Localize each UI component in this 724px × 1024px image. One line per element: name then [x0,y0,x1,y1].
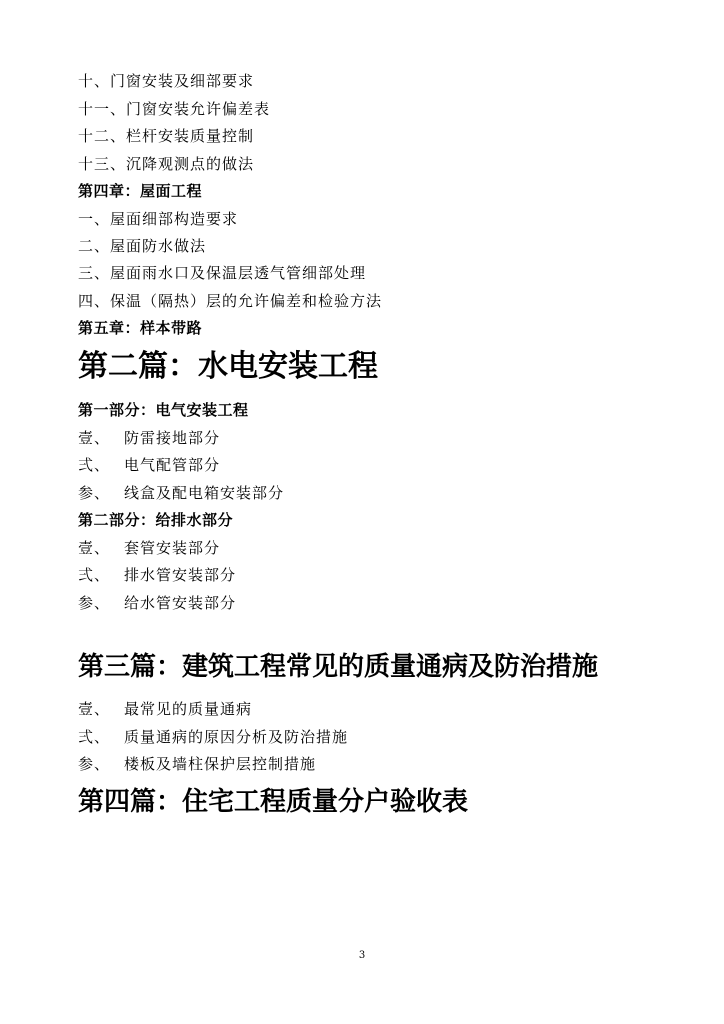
item-text: 电气配管部分 [124,456,221,474]
item-number: 参、 [78,594,111,612]
part-heading: 第三篇：建筑工程常见的质量通病及防治措施 [78,652,599,682]
toc-item: 二、屋面防水做法 [78,237,207,255]
toc-item [78,484,284,502]
toc-item [78,700,252,718]
item-number: 参、 [78,484,111,502]
toc-item: 四、保温（隔热）层的允许偏差和检验方法 [78,292,383,310]
item-text: 最常见的质量通病 [124,700,253,718]
toc-item [78,539,220,557]
chapter-heading: 第四章：屋面工程 [78,182,203,200]
chapter-heading: 第五章：样本带路 [78,319,203,337]
toc-item [78,566,236,584]
toc-item [78,728,348,746]
page-number: 3 [358,950,366,961]
toc-item: 三、屋面雨水口及保温层透气管细部处理 [78,264,367,282]
toc-item [78,429,220,447]
item-number: 弍、 [78,566,111,584]
toc-item: 十一、门窗安装允许偏差表 [78,100,271,118]
toc-item: 十、门窗安装及细部要求 [78,72,255,90]
part-heading: 第二篇：水电安装工程 [78,349,378,384]
item-number: 壹、 [78,539,111,557]
item-number: 参、 [78,755,111,773]
item-text: 给水管安装部分 [124,594,237,612]
item-text: 排水管安装部分 [124,566,237,584]
toc-item: 一、屋面细部构造要求 [78,210,239,228]
item-text: 防雷接地部分 [124,429,221,447]
section-heading: 第一部分：电气安装工程 [78,401,249,419]
item-number: 壹、 [78,700,111,718]
item-text: 质量通病的原因分析及防治措施 [124,728,349,746]
toc-item [78,594,236,612]
part-heading: 第四篇：住宅工程质量分户验收表 [78,787,469,817]
toc-item [78,755,316,773]
item-number: 弍、 [78,456,111,474]
item-number: 壹、 [78,429,111,447]
item-number: 弍、 [78,728,111,746]
item-text: 线盒及配电箱安装部分 [124,484,285,502]
section-heading: 第二部分：给排水部分 [78,511,234,529]
item-text: 套管安装部分 [124,539,221,557]
item-text: 楼板及墙柱保护层控制措施 [124,755,317,773]
toc-item: 十二、栏杆安装质量控制 [78,127,255,145]
toc-item: 十三、沉降观测点的做法 [78,155,255,173]
toc-item [78,456,220,474]
